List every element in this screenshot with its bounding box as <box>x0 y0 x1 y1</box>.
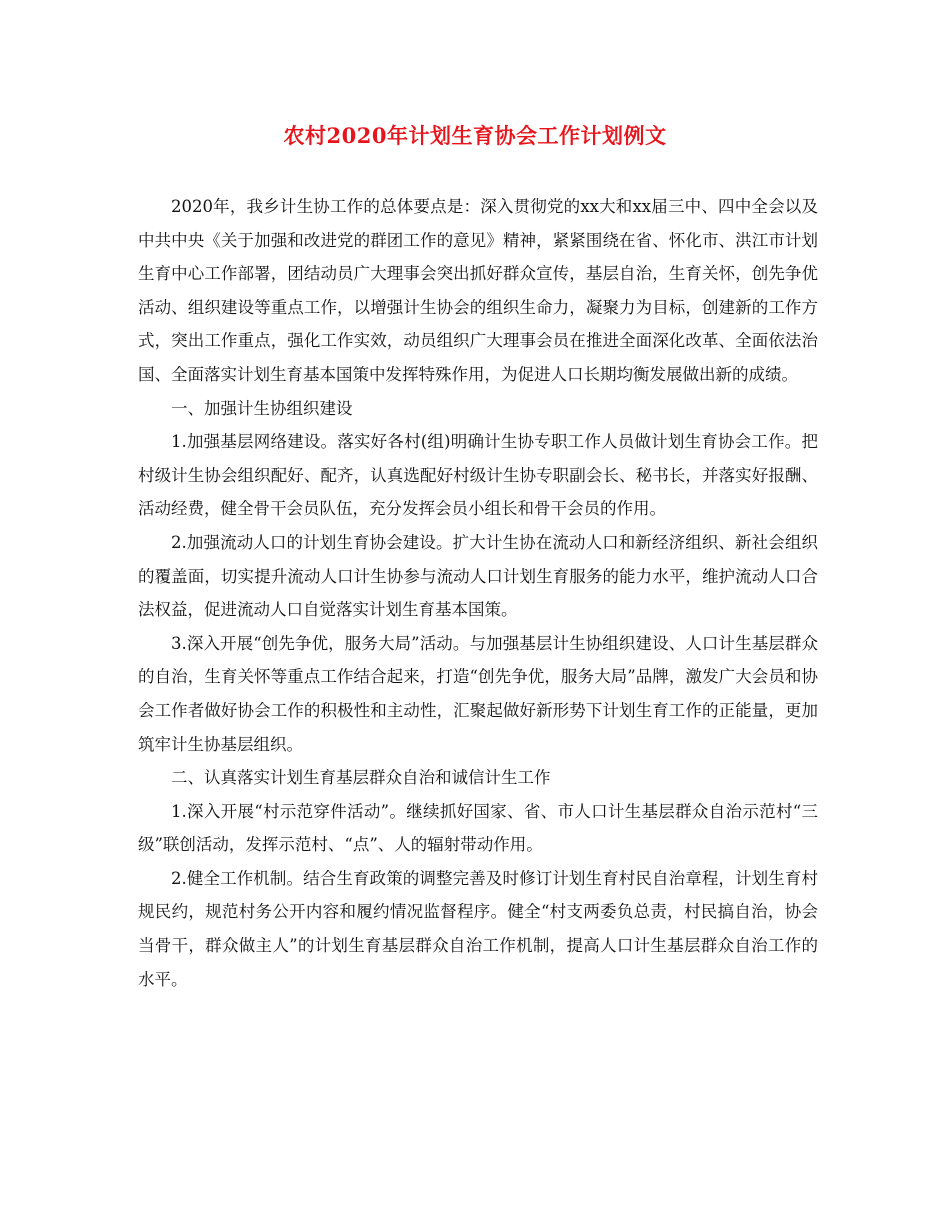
document-body <box>138 190 818 996</box>
section-heading-2: 二、认真落实计划生育基层群众自治和诚信计生工作 <box>171 768 551 788</box>
section-heading-1: 一、加强计生协组织建设 <box>171 398 353 418</box>
paragraph-1-2: 2.加强流动人口的计划生育协会建设。扩大计生协在流动人口和新经济组织、新社会组织的覆盖面，切实提升流动人口计生协参与流动人口计划生育服务的能力水平，维护流动人口合法权益，促进流动人口自觉落实计划生育基本国策。 <box>138 532 818 620</box>
paragraph-1-3: 3.深入开展“创先争优，服务大局”活动。与加强基层计生协组织建设、人口计生基层群众的自治，生育关怀等重点工作结合起来，打造“创先争优，服务大局”品牌，激发广大会员和协会工作者做好协会工作的积极性和主动性，汇聚起做好新形势下计划生育工作的正能量，更加筑牢计生协基层组织。 <box>138 633 818 754</box>
document-title: 农村2020年计划生育协会工作计划例文 <box>283 123 667 148</box>
paragraph-2-1: 1.深入开展“村示范穿件活动”。继续抓好国家、省、市人口计生基层群众自治示范村“三级”联创活动，发挥示范村、“点”、人的辐射带动作用。 <box>138 801 818 855</box>
paragraph-1-1: 1.加强基层网络建设。落实好各村(组)明确计生协专职工作人员做计划生育协会工作。把村级计生协会组织配好、配齐，认真选配好村级计生协专职副会长、秘书长，并落实好报酬、活动经费，健全骨干会员队伍，充分发挥会员小组长和骨干会员的作用。 <box>138 432 818 519</box>
paragraph-intro: 2020年，我乡计生协工作的总体要点是：深入贯彻党的xx大和xx届三中、四中全会以及中共中央《关于加强和改进党的群团工作的意见》精神，紧紧围绕在省、怀化市、洪江市计划生育中心工作部署，团结动员广大理事会突出抓好群众宣传，基层自治，生育关怀，创先争优活动、组织建设等重点工作，以增强计生协会的组织生命力，凝聚力为目标，创建新的工作方式，突出工作重点，强化工作实效，动员组织广大理事会员在推进全面深化改革、全面依法治国、全面落实计划生育基本国策中发挥特殊作用，为促进人口长期均衡发展做出新的成绩。 <box>138 197 818 384</box>
paragraph-2-2: 2.健全工作机制。结合生育政策的调整完善及时修订计划生育村民自治章程，计划生育村规民约，规范村务公开内容和履约情况监督程序。健全“村支两委负总责，村民搞自治，协会当骨干，群众做主人”的计划生育基层群众自治工作机制，提高人口计生基层群众自治工作的水平。 <box>138 868 818 989</box>
